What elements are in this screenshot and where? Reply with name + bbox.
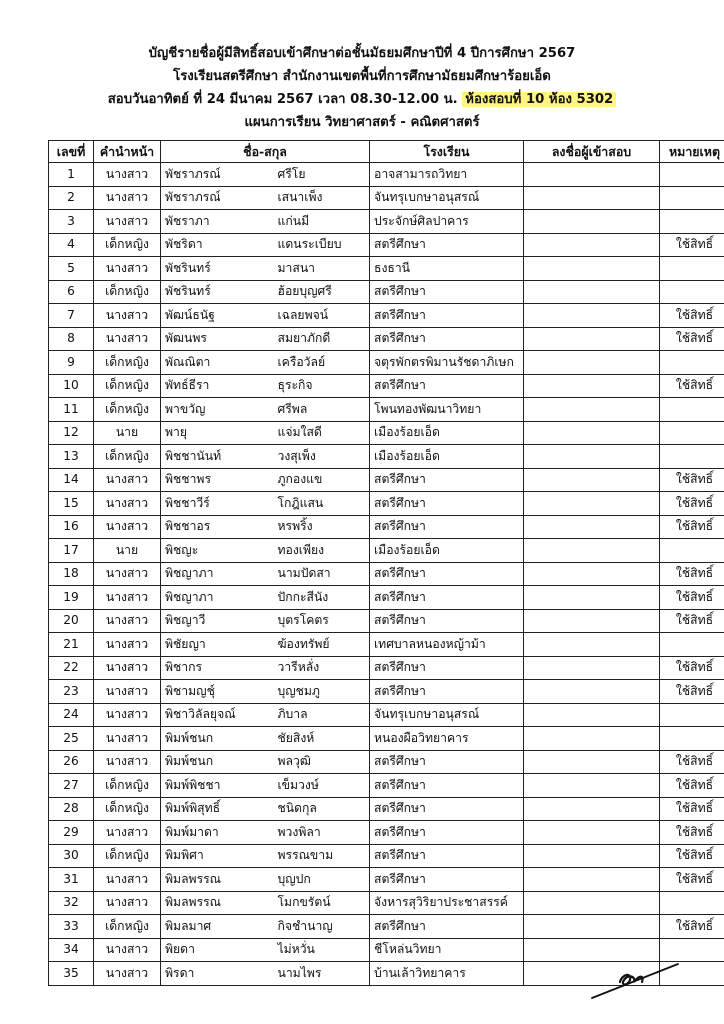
row-school: จันทรุเบกษาอนุสรณ์ <box>370 703 524 727</box>
row-note <box>660 445 724 469</box>
row-prefix: นางสาว <box>94 891 161 915</box>
table-row <box>49 163 724 187</box>
row-school: สตรีศึกษา <box>370 868 524 892</box>
row-first-name: พิชัยญา <box>161 633 274 657</box>
row-note: ใช้สิทธิ์ <box>660 233 724 257</box>
row-note: ใช้สิทธิ์ <box>660 680 724 704</box>
row-note <box>660 398 724 422</box>
row-note: ใช้สิทธิ์ <box>660 374 724 398</box>
row-prefix: เด็กหญิง <box>94 844 161 868</box>
row-first-name: พัทธ์ธีรา <box>161 374 274 398</box>
table-row <box>49 210 724 234</box>
table-row <box>49 398 724 422</box>
row-school: จันทรุเบกษาอนุสรณ์ <box>370 186 524 210</box>
col-header-name: ชื่อ-สกุล <box>161 141 370 163</box>
row-prefix: นางสาว <box>94 680 161 704</box>
row-first-name: พิมพ์มาดา <box>161 821 274 845</box>
row-prefix: นางสาว <box>94 304 161 328</box>
row-prefix: เด็กหญิง <box>94 445 161 469</box>
row-signature-cell <box>524 210 660 234</box>
row-last-name: สมยาภักดี <box>274 327 370 351</box>
row-school: สตรีศึกษา <box>370 797 524 821</box>
exam-date-text: สอบวันอาทิตย์ ที่ 24 มีนาคม 2567 เวลา 08.30-12.00 น. <box>107 92 458 107</box>
table-row <box>49 327 724 351</box>
row-signature-cell <box>524 938 660 962</box>
row-first-name: พิมพ์ชนก <box>161 750 274 774</box>
row-number: 23 <box>49 680 94 704</box>
row-first-name: พิชชาวีร์ <box>161 492 274 516</box>
row-note: ใช้สิทธิ์ <box>660 468 724 492</box>
table-row <box>49 351 724 375</box>
row-first-name: พิชญาภา <box>161 586 274 610</box>
row-school: สตรีศึกษา <box>370 586 524 610</box>
row-first-name: พาขวัญ <box>161 398 274 422</box>
table-row <box>49 868 724 892</box>
row-school: ชีโหล่นวิทยา <box>370 938 524 962</box>
row-school: สตรีศึกษา <box>370 468 524 492</box>
row-note <box>660 280 724 304</box>
row-first-name: พายุ <box>161 421 274 445</box>
row-first-name: พัชราภา <box>161 210 274 234</box>
row-note <box>660 703 724 727</box>
row-school: สตรีศึกษา <box>370 327 524 351</box>
row-last-name: วงสุเพ็ง <box>274 445 370 469</box>
row-first-name: พัชริดา <box>161 233 274 257</box>
table-row <box>49 703 724 727</box>
row-number: 10 <box>49 374 94 398</box>
table-row <box>49 186 724 210</box>
row-prefix: นางสาว <box>94 868 161 892</box>
row-note <box>660 351 724 375</box>
row-last-name: เครือวัลย์ <box>274 351 370 375</box>
row-prefix: เด็กหญิง <box>94 797 161 821</box>
row-note: ใช้สิทธิ์ <box>660 915 724 939</box>
table-row <box>49 938 724 962</box>
table-row <box>49 891 724 915</box>
row-school: หนองผือวิทยาคาร <box>370 727 524 751</box>
row-first-name: พิชากร <box>161 656 274 680</box>
row-first-name: พิมพ์ชนก <box>161 727 274 751</box>
row-number: 7 <box>49 304 94 328</box>
row-first-name: พิชญะ <box>161 539 274 563</box>
row-signature-cell <box>524 821 660 845</box>
row-last-name: โกฎิแสน <box>274 492 370 516</box>
row-number: 34 <box>49 938 94 962</box>
row-last-name: ปักกะสีนัง <box>274 586 370 610</box>
row-first-name: พัณณิตา <box>161 351 274 375</box>
row-last-name: มาสนา <box>274 257 370 281</box>
row-school: สตรีศึกษา <box>370 774 524 798</box>
row-note <box>660 210 724 234</box>
row-signature-cell <box>524 351 660 375</box>
row-number: 15 <box>49 492 94 516</box>
row-school: เมืองร้อยเอ็ด <box>370 445 524 469</box>
col-header-sign: ลงชื่อผู้เข้าสอบ <box>524 141 660 163</box>
row-number: 29 <box>49 821 94 845</box>
row-first-name: พิมลพรรณ <box>161 891 274 915</box>
row-note: ใช้สิทธิ์ <box>660 868 724 892</box>
row-number: 32 <box>49 891 94 915</box>
candidate-table <box>48 140 724 986</box>
row-note: ใช้สิทธิ์ <box>660 492 724 516</box>
row-note: ใช้สิทธิ์ <box>660 327 724 351</box>
row-number: 18 <box>49 562 94 586</box>
document-header <box>0 42 724 134</box>
row-signature-cell <box>524 656 660 680</box>
row-prefix: นางสาว <box>94 562 161 586</box>
row-number: 27 <box>49 774 94 798</box>
row-signature-cell <box>524 750 660 774</box>
table-row <box>49 586 724 610</box>
table-row <box>49 844 724 868</box>
row-last-name: ภูกองแข <box>274 468 370 492</box>
row-signature-cell <box>524 633 660 657</box>
row-number: 2 <box>49 186 94 210</box>
row-last-name: โมกขรัตน์ <box>274 891 370 915</box>
row-last-name: เสนาเพ็ง <box>274 186 370 210</box>
row-signature-cell <box>524 703 660 727</box>
row-school: ธงธานี <box>370 257 524 281</box>
table-row <box>49 774 724 798</box>
row-prefix: นาย <box>94 539 161 563</box>
row-prefix: นางสาว <box>94 609 161 633</box>
row-last-name: ศรีพล <box>274 398 370 422</box>
row-number: 24 <box>49 703 94 727</box>
row-first-name: พิรดา <box>161 962 274 986</box>
row-note: ใช้สิทธิ์ <box>660 844 724 868</box>
row-prefix: นางสาว <box>94 821 161 845</box>
row-prefix: นางสาว <box>94 586 161 610</box>
row-last-name: พรรณขาม <box>274 844 370 868</box>
table-row <box>49 797 724 821</box>
row-school: สตรีศึกษา <box>370 562 524 586</box>
row-note <box>660 186 724 210</box>
row-prefix: นางสาว <box>94 327 161 351</box>
table-row <box>49 680 724 704</box>
row-prefix: เด็กหญิง <box>94 774 161 798</box>
row-school: สตรีศึกษา <box>370 280 524 304</box>
table-row <box>49 468 724 492</box>
row-number: 14 <box>49 468 94 492</box>
row-signature-cell <box>524 844 660 868</box>
table-row <box>49 656 724 680</box>
row-prefix: เด็กหญิง <box>94 374 161 398</box>
row-note: ใช้สิทธิ์ <box>660 750 724 774</box>
col-header-note: หมายเหตุ <box>660 141 724 163</box>
row-last-name: แดนระเบียบ <box>274 233 370 257</box>
row-school: สตรีศึกษา <box>370 515 524 539</box>
title-line-2: โรงเรียนสตรีศึกษา สำนักงานเขตพื้นที่การศึกษามัธยมศึกษาร้อยเอ็ด <box>173 69 551 84</box>
table-row <box>49 633 724 657</box>
row-number: 17 <box>49 539 94 563</box>
row-first-name: พัฒนพร <box>161 327 274 351</box>
row-number: 22 <box>49 656 94 680</box>
row-prefix: นางสาว <box>94 727 161 751</box>
row-last-name: ฮ้อยบุญศรี <box>274 280 370 304</box>
row-note <box>660 633 724 657</box>
row-last-name: เฉลยพจน์ <box>274 304 370 328</box>
row-signature-cell <box>524 609 660 633</box>
row-note: ใช้สิทธิ์ <box>660 515 724 539</box>
row-first-name: พิชชานันท์ <box>161 445 274 469</box>
row-signature-cell <box>524 304 660 328</box>
row-number: 11 <box>49 398 94 422</box>
row-last-name: ภิบาล <box>274 703 370 727</box>
row-number: 33 <box>49 915 94 939</box>
row-prefix: นางสาว <box>94 492 161 516</box>
row-last-name: พลวุฒิ <box>274 750 370 774</box>
row-signature-cell <box>524 327 660 351</box>
row-number: 5 <box>49 257 94 281</box>
row-signature-cell <box>524 797 660 821</box>
row-note: ใช้สิทธิ์ <box>660 562 724 586</box>
row-school: จังหารสุวิริยาประชาสรรค์ <box>370 891 524 915</box>
row-prefix: เด็กหญิง <box>94 280 161 304</box>
row-first-name: พิมพิศา <box>161 844 274 868</box>
row-note: ใช้สิทธิ์ <box>660 821 724 845</box>
row-signature-cell <box>524 468 660 492</box>
row-last-name: พวงพิลา <box>274 821 370 845</box>
row-number: 28 <box>49 797 94 821</box>
row-school: จตุรพักตรพิมานรัชดาภิเษก <box>370 351 524 375</box>
row-number: 9 <box>49 351 94 375</box>
row-school: สตรีศึกษา <box>370 821 524 845</box>
row-signature-cell <box>524 445 660 469</box>
row-last-name: ทองเพียง <box>274 539 370 563</box>
row-school: สตรีศึกษา <box>370 656 524 680</box>
row-signature-cell <box>524 586 660 610</box>
row-note: ใช้สิทธิ์ <box>660 797 724 821</box>
row-last-name: ศรีโย <box>274 163 370 187</box>
row-school: สตรีศึกษา <box>370 844 524 868</box>
row-signature-cell <box>524 421 660 445</box>
row-prefix: นางสาว <box>94 750 161 774</box>
table-row <box>49 750 724 774</box>
row-number: 4 <box>49 233 94 257</box>
row-note <box>660 727 724 751</box>
row-number: 19 <box>49 586 94 610</box>
row-number: 31 <box>49 868 94 892</box>
row-last-name: ฆ้องทรัพย์ <box>274 633 370 657</box>
row-school: โพนทองพัฒนาวิทยา <box>370 398 524 422</box>
row-first-name: พิชชาอร <box>161 515 274 539</box>
row-last-name: บุตรโคตร <box>274 609 370 633</box>
row-prefix: นางสาว <box>94 515 161 539</box>
row-first-name: พิมพ์พิสุทธิ์ <box>161 797 274 821</box>
row-first-name: พิชญาวี <box>161 609 274 633</box>
row-note: ใช้สิทธิ์ <box>660 656 724 680</box>
table-row <box>49 280 724 304</box>
row-school: สตรีศึกษา <box>370 609 524 633</box>
row-number: 1 <box>49 163 94 187</box>
col-header-school: โรงเรียน <box>370 141 524 163</box>
row-signature-cell <box>524 868 660 892</box>
table-row <box>49 445 724 469</box>
row-first-name: พัชรินทร์ <box>161 280 274 304</box>
row-prefix: เด็กหญิง <box>94 915 161 939</box>
col-header-no: เลขที่ <box>49 141 94 163</box>
row-school: อาจสามารถวิทยา <box>370 163 524 187</box>
row-number: 20 <box>49 609 94 633</box>
row-signature-cell <box>524 539 660 563</box>
row-last-name: นามไพร <box>274 962 370 986</box>
table-row <box>49 233 724 257</box>
row-note <box>660 163 724 187</box>
row-number: 16 <box>49 515 94 539</box>
row-last-name: ชัยสิงห์ <box>274 727 370 751</box>
row-first-name: พิมพ์พิชชา <box>161 774 274 798</box>
row-last-name: นามปัดสา <box>274 562 370 586</box>
row-school: ประจักษ์ศิลปาคาร <box>370 210 524 234</box>
row-prefix: เด็กหญิง <box>94 351 161 375</box>
row-last-name: หรพริ้ง <box>274 515 370 539</box>
row-note <box>660 539 724 563</box>
row-first-name: พัชราภรณ์ <box>161 163 274 187</box>
exam-date-line <box>0 88 724 111</box>
row-first-name: พิชญาภา <box>161 562 274 586</box>
row-signature-cell <box>524 915 660 939</box>
row-signature-cell <box>524 398 660 422</box>
row-number: 3 <box>49 210 94 234</box>
row-number: 13 <box>49 445 94 469</box>
row-first-name: พิมลพรรณ <box>161 868 274 892</box>
row-last-name: ชนิดกุล <box>274 797 370 821</box>
row-note: ใช้สิทธิ์ <box>660 304 724 328</box>
row-school: สตรีศึกษา <box>370 680 524 704</box>
row-prefix: เด็กหญิง <box>94 233 161 257</box>
row-prefix: นางสาว <box>94 468 161 492</box>
row-note: ใช้สิทธิ์ <box>660 774 724 798</box>
row-number: 6 <box>49 280 94 304</box>
row-school: สตรีศึกษา <box>370 915 524 939</box>
row-note <box>660 938 724 962</box>
row-signature-cell <box>524 374 660 398</box>
row-school: สตรีศึกษา <box>370 750 524 774</box>
row-last-name: วารีหลั่ง <box>274 656 370 680</box>
row-last-name: เข็มวงษ์ <box>274 774 370 798</box>
row-note <box>660 891 724 915</box>
table-row <box>49 421 724 445</box>
row-signature-cell <box>524 233 660 257</box>
row-school: สตรีศึกษา <box>370 492 524 516</box>
row-last-name: กิจชำนาญ <box>274 915 370 939</box>
row-signature-cell <box>524 492 660 516</box>
table-row <box>49 374 724 398</box>
row-prefix: นางสาว <box>94 186 161 210</box>
row-school: เมืองร้อยเอ็ด <box>370 421 524 445</box>
row-prefix: นางสาว <box>94 210 161 234</box>
row-prefix: เด็กหญิง <box>94 398 161 422</box>
row-school: สตรีศึกษา <box>370 233 524 257</box>
row-first-name: พิมลมาศ <box>161 915 274 939</box>
row-prefix: นางสาว <box>94 656 161 680</box>
row-last-name: ธุระกิจ <box>274 374 370 398</box>
row-signature-cell <box>524 774 660 798</box>
title-line-1: บัญชีรายชื่อผู้มีสิทธิ์สอบเข้าศึกษาต่อชั้นมัธยมศึกษาปีที่ 4 ปีการศึกษา 2567 <box>148 46 576 61</box>
row-number: 35 <box>49 962 94 986</box>
row-note: ใช้สิทธิ์ <box>660 586 724 610</box>
row-school: เมืองร้อยเอ็ด <box>370 539 524 563</box>
table-row <box>49 304 724 328</box>
row-signature-cell <box>524 257 660 281</box>
row-signature-cell <box>524 163 660 187</box>
row-school: สตรีศึกษา <box>370 304 524 328</box>
row-prefix: นางสาว <box>94 633 161 657</box>
row-number: 26 <box>49 750 94 774</box>
row-first-name: พิชาวิลัลยุจณ์ <box>161 703 274 727</box>
row-signature-cell <box>524 186 660 210</box>
row-prefix: นางสาว <box>94 703 161 727</box>
row-number: 25 <box>49 727 94 751</box>
row-number: 21 <box>49 633 94 657</box>
row-prefix: นางสาว <box>94 257 161 281</box>
table-row <box>49 562 724 586</box>
row-prefix: นางสาว <box>94 163 161 187</box>
row-signature-cell <box>524 562 660 586</box>
signature-mark <box>590 960 680 1000</box>
row-signature-cell <box>524 727 660 751</box>
row-number: 12 <box>49 421 94 445</box>
row-signature-cell <box>524 515 660 539</box>
row-school: เทศบาลหนองหญ้าม้า <box>370 633 524 657</box>
row-signature-cell <box>524 891 660 915</box>
table-row <box>49 821 724 845</box>
row-signature-cell <box>524 680 660 704</box>
row-note: ใช้สิทธิ์ <box>660 609 724 633</box>
row-prefix: นางสาว <box>94 938 161 962</box>
row-last-name: แจ่มใสดี <box>274 421 370 445</box>
row-first-name: พิชามญชุ์ <box>161 680 274 704</box>
table-row <box>49 727 724 751</box>
row-last-name: บุญปก <box>274 868 370 892</box>
table-row <box>49 257 724 281</box>
table-row <box>49 492 724 516</box>
row-signature-cell <box>524 280 660 304</box>
table-header-row <box>49 141 724 163</box>
row-first-name: พัชรินทร์ <box>161 257 274 281</box>
row-first-name: พัชราภรณ์ <box>161 186 274 210</box>
row-first-name: พัฒน์ธนัฐ <box>161 304 274 328</box>
table-row <box>49 915 724 939</box>
row-school: บ้านเล้าวิทยาคาร <box>370 962 524 986</box>
row-last-name: แก่นมี <box>274 210 370 234</box>
row-last-name: บุญชมภู <box>274 680 370 704</box>
row-number: 30 <box>49 844 94 868</box>
table-row <box>49 539 724 563</box>
row-first-name: พิยดา <box>161 938 274 962</box>
exam-room-highlight: ห้องสอบที่ 10 ห้อง 5302 <box>462 92 616 107</box>
table-row <box>49 609 724 633</box>
row-prefix: นางสาว <box>94 962 161 986</box>
row-first-name: พิชชาพร <box>161 468 274 492</box>
row-note <box>660 257 724 281</box>
row-note <box>660 421 724 445</box>
row-school: สตรีศึกษา <box>370 374 524 398</box>
row-prefix: นาย <box>94 421 161 445</box>
row-last-name: ไม่หวั่น <box>274 938 370 962</box>
table-row <box>49 515 724 539</box>
col-header-prefix: คำนำหน้า <box>94 141 161 163</box>
study-plan-line: แผนการเรียน วิทยาศาสตร์ - คณิตศาสตร์ <box>244 115 480 130</box>
row-number: 8 <box>49 327 94 351</box>
